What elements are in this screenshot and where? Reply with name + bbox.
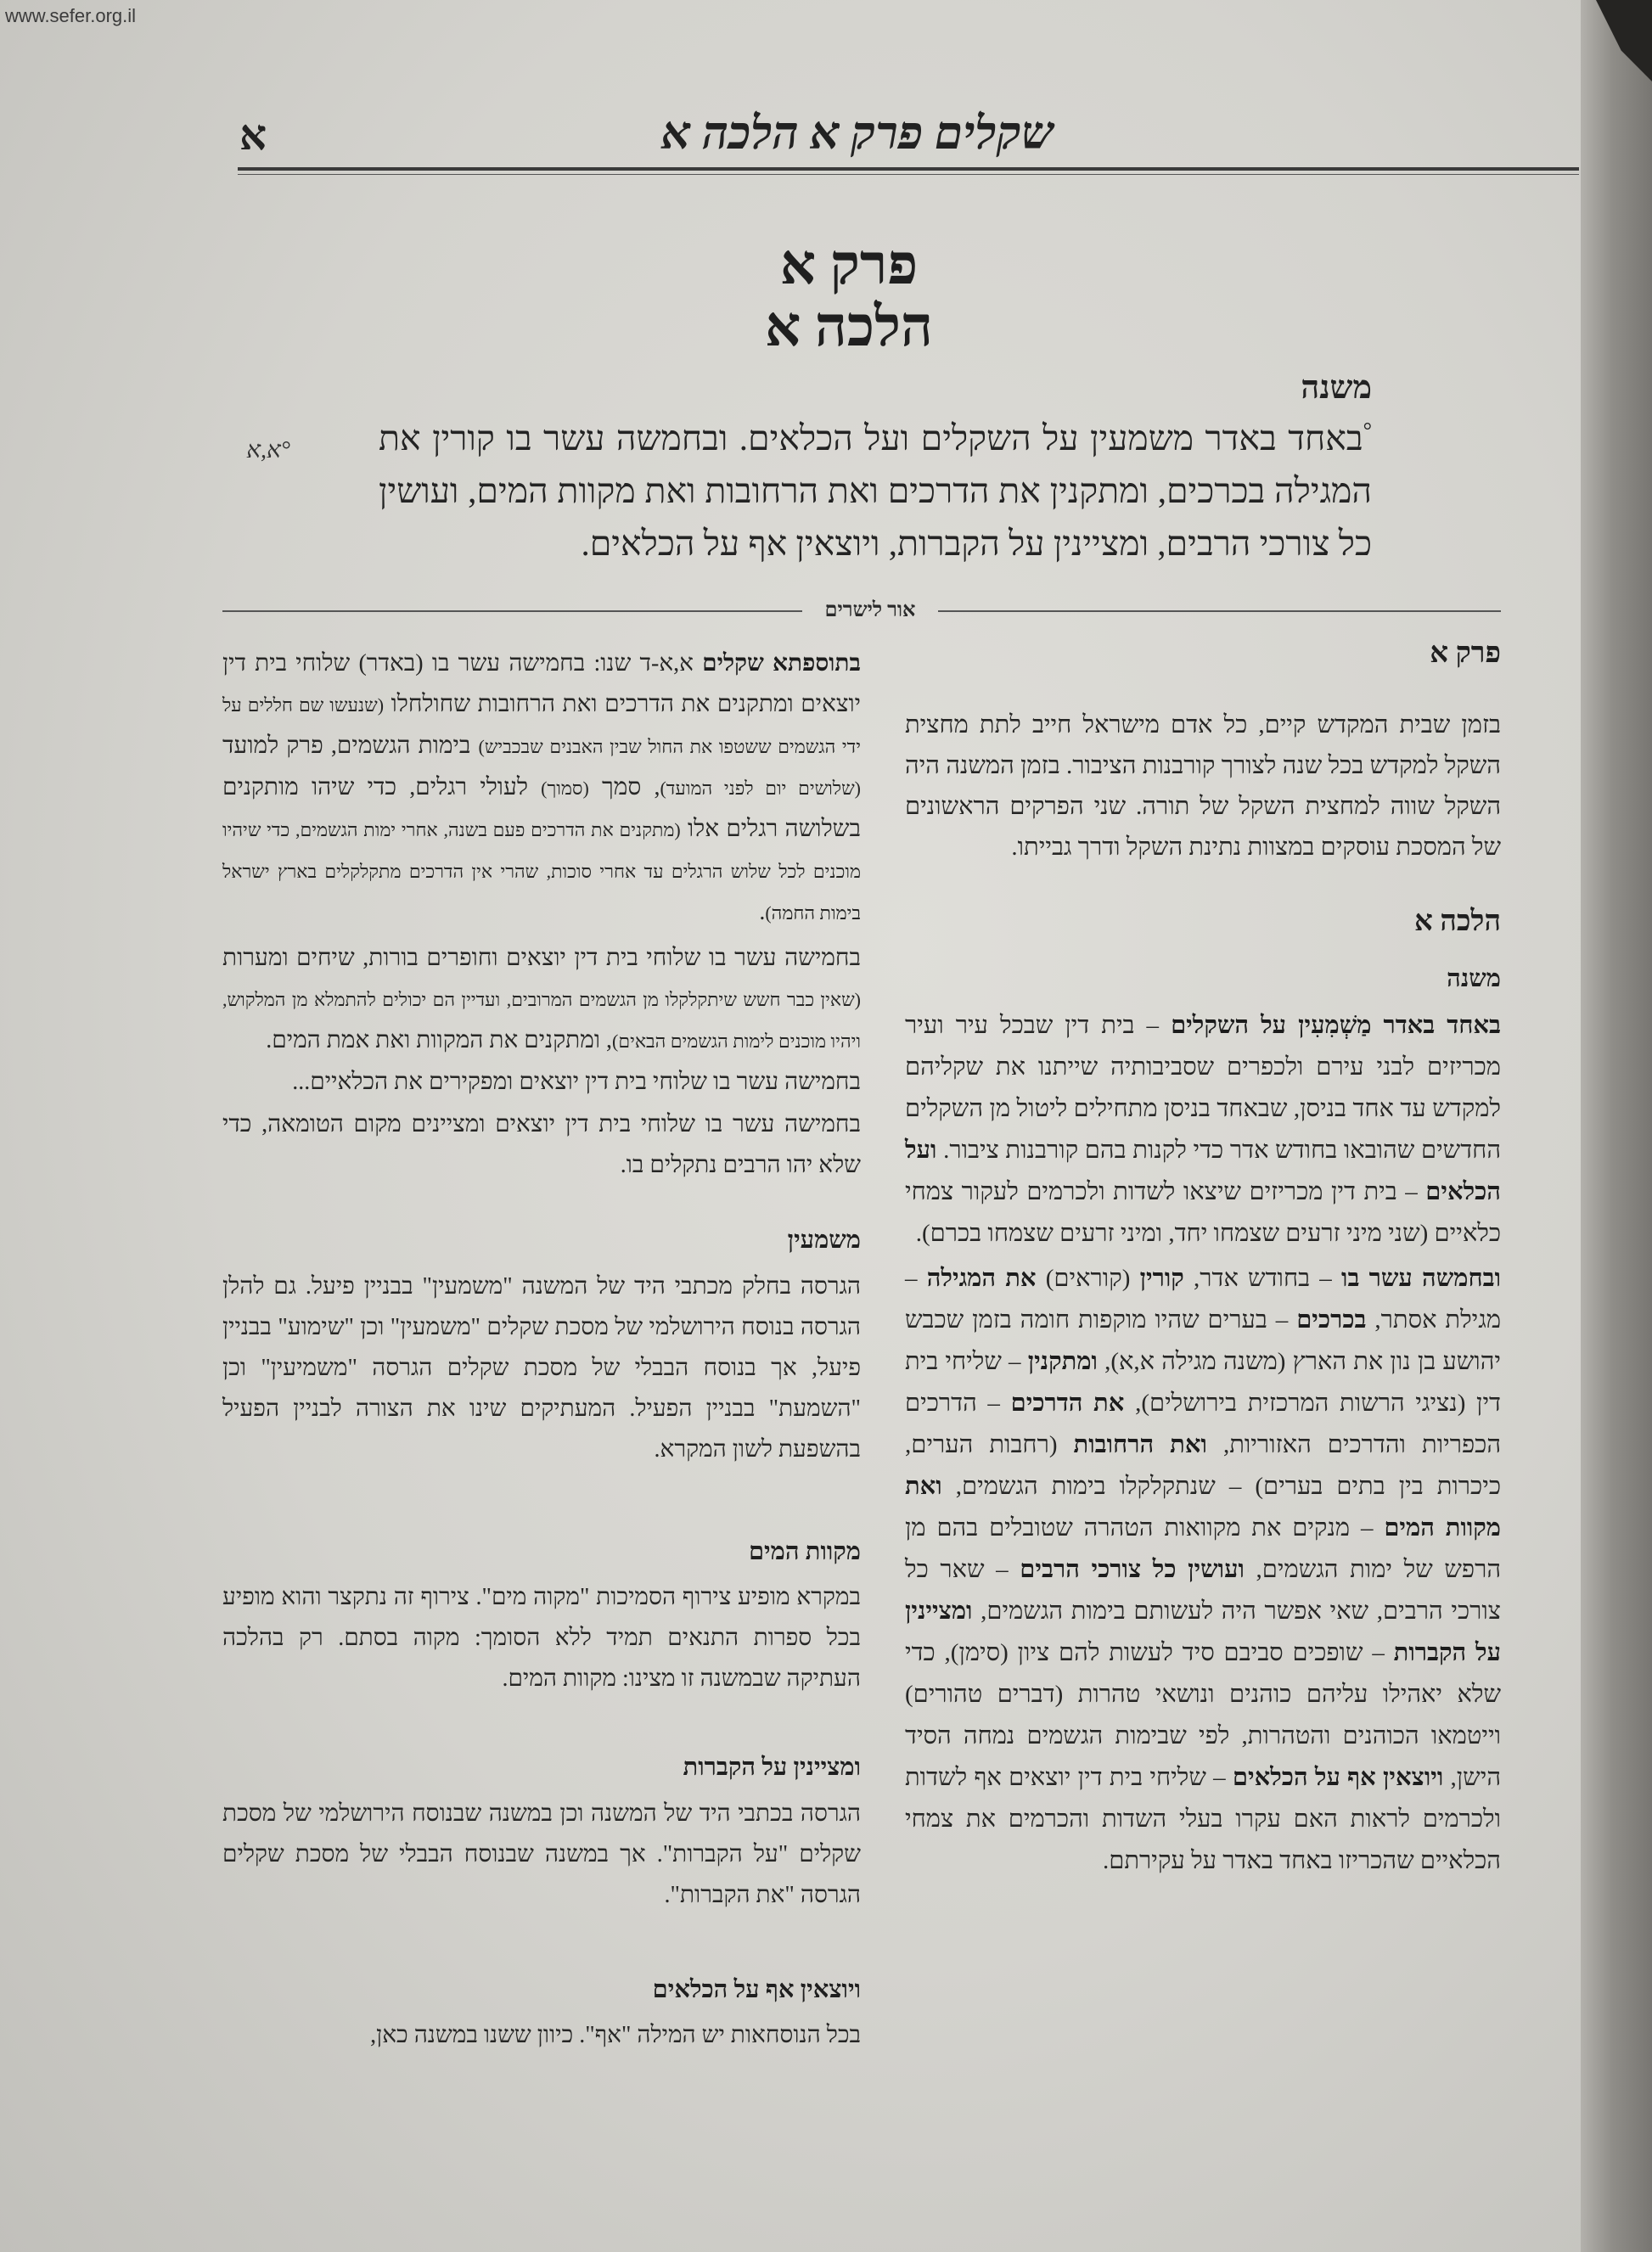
divider-label: אור לישרים [824,599,916,621]
lemma: בכרכים [1296,1306,1367,1334]
right-chapter-heading: פרק א [1430,637,1501,669]
gloss: – מגילת אסתר, [905,1265,1502,1334]
left-column [222,643,861,2056]
running-header-title: שקלים פרק א הלכה א [660,108,1054,159]
text: בימות הגשמים, פרק למועד [222,733,479,759]
explanation: (שאין כבר חשש שיתקלקלו מן הגשמים המרובים, ועדיין הם יכולים להתמלא מן המלקוש, ויהיו מוכנים לימות הגשמים הבאים) [222,989,861,1052]
divider-line-left [222,610,802,612]
right-halakha-heading: הלכה א [1414,906,1501,937]
text: , ומתקנים את המקוות ואת אמת המים. [266,1027,613,1053]
lemma: ועושין כל צורכי הרבים [1020,1556,1245,1583]
text: בחמישה עשר בו שלוחי בית דין יוצאים ומציינים מקום הטומאה, כדי שלא יהו הרבים נתקלים בו. [222,1111,861,1178]
text: א,א-ד שנו: בחמישה עשר בו (באדר) שלוחי בית דין יוצאים ומתקנים את הדרכים ואת הרחובות שחולחלו [222,650,862,717]
halakha-title: הלכה א [765,296,933,358]
explanation: (שנעשו שם חללים על ידי הגשמים ששטפו את החול שבין האבנים שבכביש) [222,694,862,757]
lemma: ומתקנין [1027,1348,1098,1375]
text: לעולי רגלים, כדי שיהו מותקנים בשלושה רגלים אלו [222,774,862,842]
tosefta-paragraph [222,1104,861,1186]
gloss: – בחודש אדר, [1183,1265,1342,1292]
explanation: (סמוך) [541,778,589,799]
lemma: את המגילה [926,1265,1037,1292]
tosefta-paragraph [222,938,861,1062]
note-heading: ויוצאין אף על הכלאים [652,1976,861,2003]
gloss: – בערים שהיו מוקפות חומה בזמן שכבש יהושע בן נון את הארץ (משנה מגילה א,א), [905,1306,1501,1375]
note-text: הגרסה בחלק מכתבי היד של המשנה "משמעין" בבניין פיעל. גם להלן הגרסה בנוסח הירושלמי של מסכת שקלים "משמעין" וכן "שימוע" בבניין פיעל, אך בנוסח הבבלי של מסכת שקלים הגרסה "משמיעין" וכן "השמעת" בבניין הפעיל. המעתיקים שינו את הצורה לבניין הפעיל בהשפעת לשון המקרא. [222,1273,861,1463]
lemma: ומציינין על הקברות [905,1598,1501,1666]
commentary-paragraph [905,1258,1501,1882]
lemma: ובחמשה עשר בו [1341,1265,1502,1292]
lemma: את הדרכים [1010,1390,1125,1417]
note-heading: מקוות המים [748,1538,861,1565]
note-text: הגרסה בכתבי היד של המשנה וכן במשנה שבנוסח הירושלמי של מסכת שקלים "על הקברות". אך במשנה שבנוסח הבבלי של מסכת שקלים הגרסה "את הקברות". [222,1800,861,1908]
tosefta-paragraph [222,643,861,934]
mishna-marker: ° [1363,418,1372,443]
lemma: באחד באדר מַשְׁמִעִין על השקלים [1171,1012,1501,1039]
lemma: ועל הכלאים [905,1137,1501,1205]
gloss: – מנקים את מקוואות הטהרה שטובלים בהם מן הרפש של ימות הגשמים, [905,1514,1502,1583]
book-edge [1581,0,1652,2252]
text: . [759,899,766,925]
text: , סמך [588,774,660,800]
header-rule [238,167,1579,175]
text: בחמישה עשר בו שלוחי בית דין יוצאים ומפקירים את הכלאיים... [292,1069,861,1095]
gloss: – שליחי בית דין יוצאים אף לשדות ולכרמים לראות האם עקרו בעלי השדות והכרמים את צמחי הכלאיים שהכריזו באחד באדר על עקירתם. [905,1764,1501,1874]
chapter-title: פרק א [779,234,919,296]
right-mishna-label: משנה [1447,965,1501,992]
page-letter: א [239,111,267,159]
lemma: ואת מקוות המים [905,1473,1501,1542]
chapter-intro: בזמן שבית המקדש קיים, כל אדם מישראל חייב לתת מחצית השקל למקדש בכל שנה לצורך קורבנות הציבור. בזמן המשנה היה השקל שווה למחצית השקל של תורה. שני הפרקים הראשונים של המסכת עוסקים במצוות נתינת השקל ודרך גבייתו. [905,711,1501,861]
lemma: ויוצאין אף על הכלאים [1232,1764,1444,1791]
tosefta-paragraph [222,1062,861,1103]
margin-reference: °א,א [246,437,290,463]
divider-line-right [938,610,1501,612]
gloss: – בית דין מכריזים שיצאו לשדות ולכרמים לעקור צמחי כלאיים (שני מיני זרעים שצמחו יחד, ומיני זרעים שצמחו בכרם). [905,1178,1501,1247]
gloss: – שליחי בית דין (נציגי הרשות המרכזית בירושלים), [905,1348,1501,1417]
explanation: (מתקנים את הדרכים פעם בשנה, אחרי ימות הגשמים, כדי שיהיו מוכנים לכל שלוש הרגלים עד אחרי סוכות, שהרי אין הדרכים מתקלקלים בארץ ישראל בימות החמה) [222,819,861,924]
note-text: בכל הנוסחאות יש המילה "אף". כיוון ששנו במשנה כאן, [370,2022,861,2048]
explanation: (שלושים יום לפני המועד) [660,778,862,799]
right-column [905,632,1501,1882]
note-heading: ומציינין על הקברות [683,1754,861,1781]
gloss: – שאר כל צורכי הרבים, שאי אפשר היה לעשותם בימות הגשמים, [905,1556,1501,1625]
text: בחמישה עשר בו שלוחי בית דין יוצאים וחופרים בורות, שיחים ומערות [222,945,861,971]
note-heading: משמעין [787,1227,861,1254]
gloss: (רחבות הערים, כיכרות בין בתים בערים) – שנתקלקלו בימות הגשמים, [905,1431,1501,1500]
gloss: – שופכים סביבם סיד לעשות להם ציון (סימן), כדי שלא יאהילו עליהם כוהנים ונושאי טהרות (דברים טהורים) וייטמאו הכוהנים והטהרות, לפי שבימות הגשמים נמחה הסיד הישן, [905,1639,1501,1791]
commentary-paragraph [905,1005,1501,1255]
watermark: www.sefer.org.il [5,5,137,26]
mishna-text: באחד באדר משמעין על השקלים ועל הכלאים. ובחמשה עשר בו קורין את המגילה בכרכים, ומתקנין את הדרכים ואת הרחובות ואת מקוות המים, ועושין כל צורכי הרבים, ומציינין על הקברות, ויוצאין אף על הכלאים. [379,418,1372,563]
gloss: – הדרכים הכפריות והדרכים האזוריות, [905,1390,1502,1458]
lemma: קורין [1139,1265,1184,1292]
source-title: בתוספתא שקלים [702,650,861,677]
mishna-label: משנה [1301,370,1372,406]
gloss: (קוראים) [1036,1265,1140,1292]
gloss: – בית דין שבכל עיר ועיר מכריזים לבני עירם ולכפרים שסביבותיה שייתנו את שקליהם למקדש עד אחד בניסן, שבאחד בניסן מתחילים ליטול מן השקלים החדשים שהובאו בחודש אדר כדי לקנות בהם קורבנות ציבור. [905,1012,1501,1164]
note-text: במקרא מופיע צירוף הסמיכות "מקוה מים". צירוף זה נתקצר והוא מופיע בכל ספרות התנאים תמיד ללא הסומך: מקוה בסתם. רק בהלכה העתיקה שבמשנה זו מצינו: מקוות המים. [222,1584,861,1692]
lemma: ואת הרחובות [1073,1431,1207,1458]
mishna-text-block [379,412,1372,570]
